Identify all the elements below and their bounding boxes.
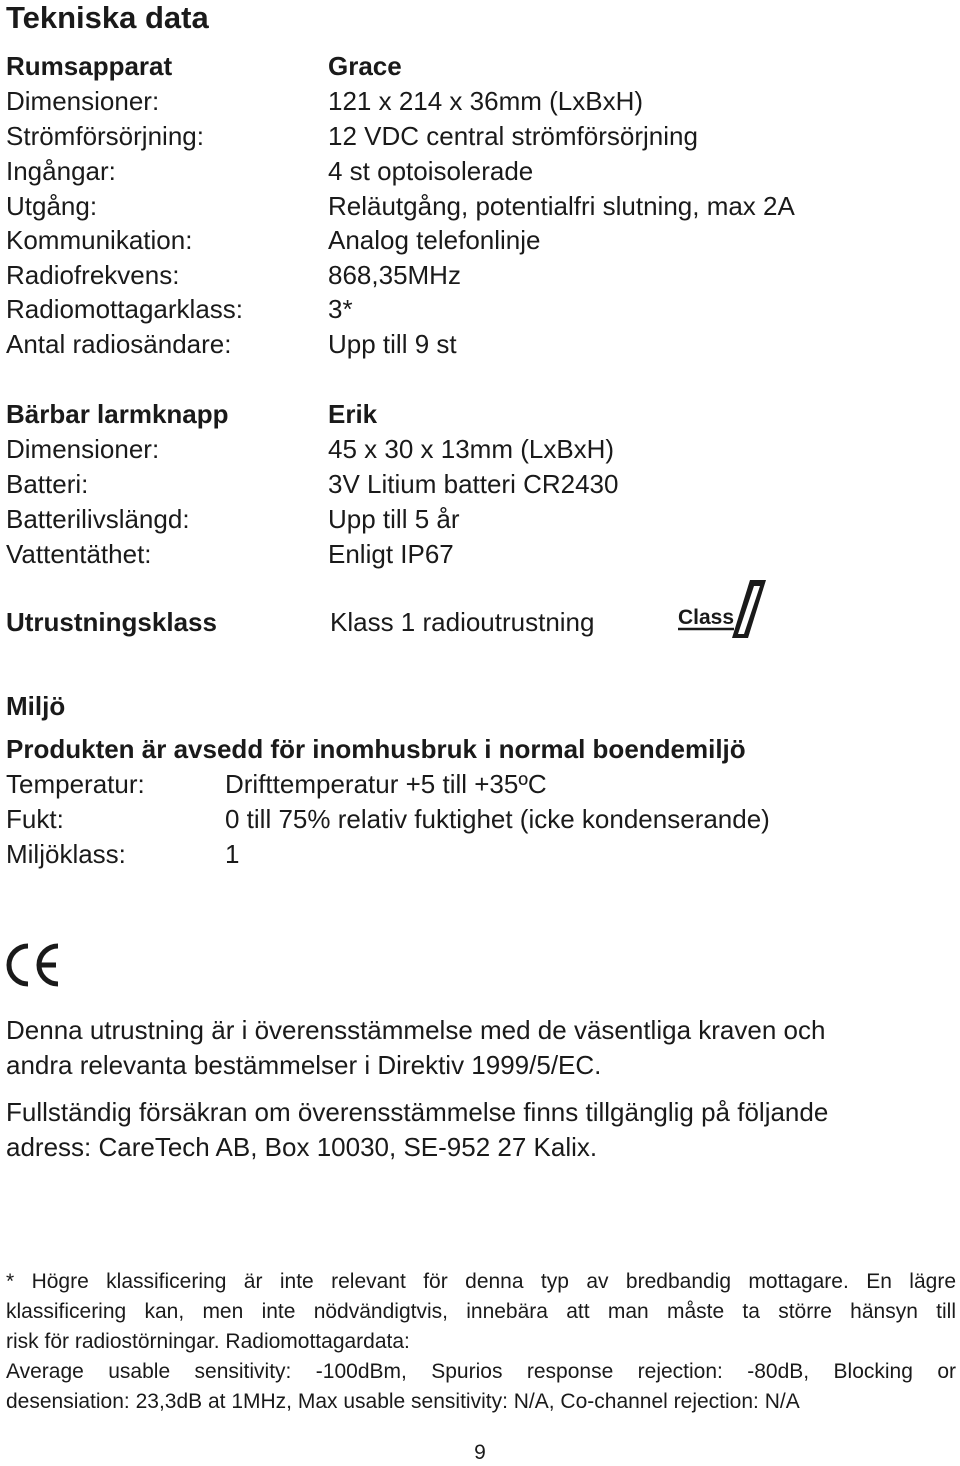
footnote-line: risk för radiostörningar. Radiomottagardata: [6,1330,410,1353]
environment-subheading: Produkten är avsedd för inomhusbruk i normal boendemiljö [6,734,746,764]
class-1-logo-icon [674,578,770,642]
footnote-line: Average usable sensitivity: -100dBm, Spurios response rejection: -80dB, Blocking or [6,1360,956,1383]
spec-label: Radiofrekvens: [6,260,180,290]
spec-value: 12 VDC central strömförsörjning [328,121,698,151]
spec-label: Radiomottagarklass: [6,294,243,324]
section-heading-larmknapp: Bärbar larmknapp [6,399,229,429]
spec-value: 45 x 30 x 13mm (LxBxH) [328,434,615,464]
declaration-line: Denna utrustning är i överensstämmelse med de väsentliga kraven och [6,1015,826,1045]
spec-label: Vattentäthet: [6,539,152,569]
section-heading-rumsapparat: Rumsapparat [6,51,173,81]
spec-label: Batterilivslängd: [6,504,190,534]
spec-value: 4 st optoisolerade [328,156,534,186]
spec-value: 3* [328,294,353,324]
spec-value: Upp till 9 st [328,329,457,359]
spec-label: Batteri: [6,469,89,499]
env-value: 0 till 75% relativ fuktighet (icke kondenserande) [225,804,770,834]
class-1-logo-text: Class [678,606,735,629]
model-name-erik: Erik [328,399,378,429]
spec-value: Upp till 5 år [328,504,460,534]
spec-label: Strömförsörjning: [6,121,204,151]
ce-mark-icon [4,940,64,990]
page-title: Tekniska data [6,0,209,35]
footnote-line: desensiation: 23,3dB at 1MHz, Max usable sensitivity: N/A, Co-channel rejection: N/A [6,1390,800,1413]
spec-value: 121 x 214 x 36mm (LxBxH) [328,86,644,116]
model-name-grace: Grace [328,51,402,81]
spec-value: Analog telefonlinje [328,225,541,255]
equipment-class-value: Klass 1 radioutrustning [330,607,595,637]
spec-value: 868,35MHz [328,260,461,290]
spec-label: Dimensioner: [6,86,160,116]
env-label: Fukt: [6,804,64,834]
spec-value: Reläutgång, potentialfri slutning, max 2A [328,191,795,221]
spec-value: Enligt IP67 [328,539,454,569]
footnote-line: klassificering kan, men inte nödvändigtvis, innebära att man måste ta större hänsyn till [6,1300,956,1323]
spec-label: Kommunikation: [6,225,193,255]
env-label: Temperatur: [6,769,145,799]
spec-label: Antal radiosändare: [6,329,232,359]
declaration-line: andra relevanta bestämmelser i Direktiv 1999/5/EC. [6,1050,602,1080]
spec-label: Utgång: [6,191,98,221]
spec-label: Dimensioner: [6,434,160,464]
declaration-line: adress: CareTech AB, Box 10030, SE-952 27 Kalix. [6,1132,598,1162]
spec-value: 3V Litium batteri CR2430 [328,469,619,499]
section-heading-utrustningsklass: Utrustningsklass [6,607,217,637]
page-number: 9 [474,1441,486,1464]
footnote-line: * Högre klassificering är inte relevant för denna typ av bredbandig mottagare. En lägre [6,1270,956,1293]
env-value: 1 [225,839,240,869]
section-heading-miljo: Miljö [6,691,66,721]
env-value: Drifttemperatur +5 till +35ºC [225,769,547,799]
env-label: Miljöklass: [6,839,126,869]
spec-label: Ingångar: [6,156,116,186]
declaration-line: Fullständig försäkran om överensstämmelse finns tillgänglig på följande [6,1097,829,1127]
